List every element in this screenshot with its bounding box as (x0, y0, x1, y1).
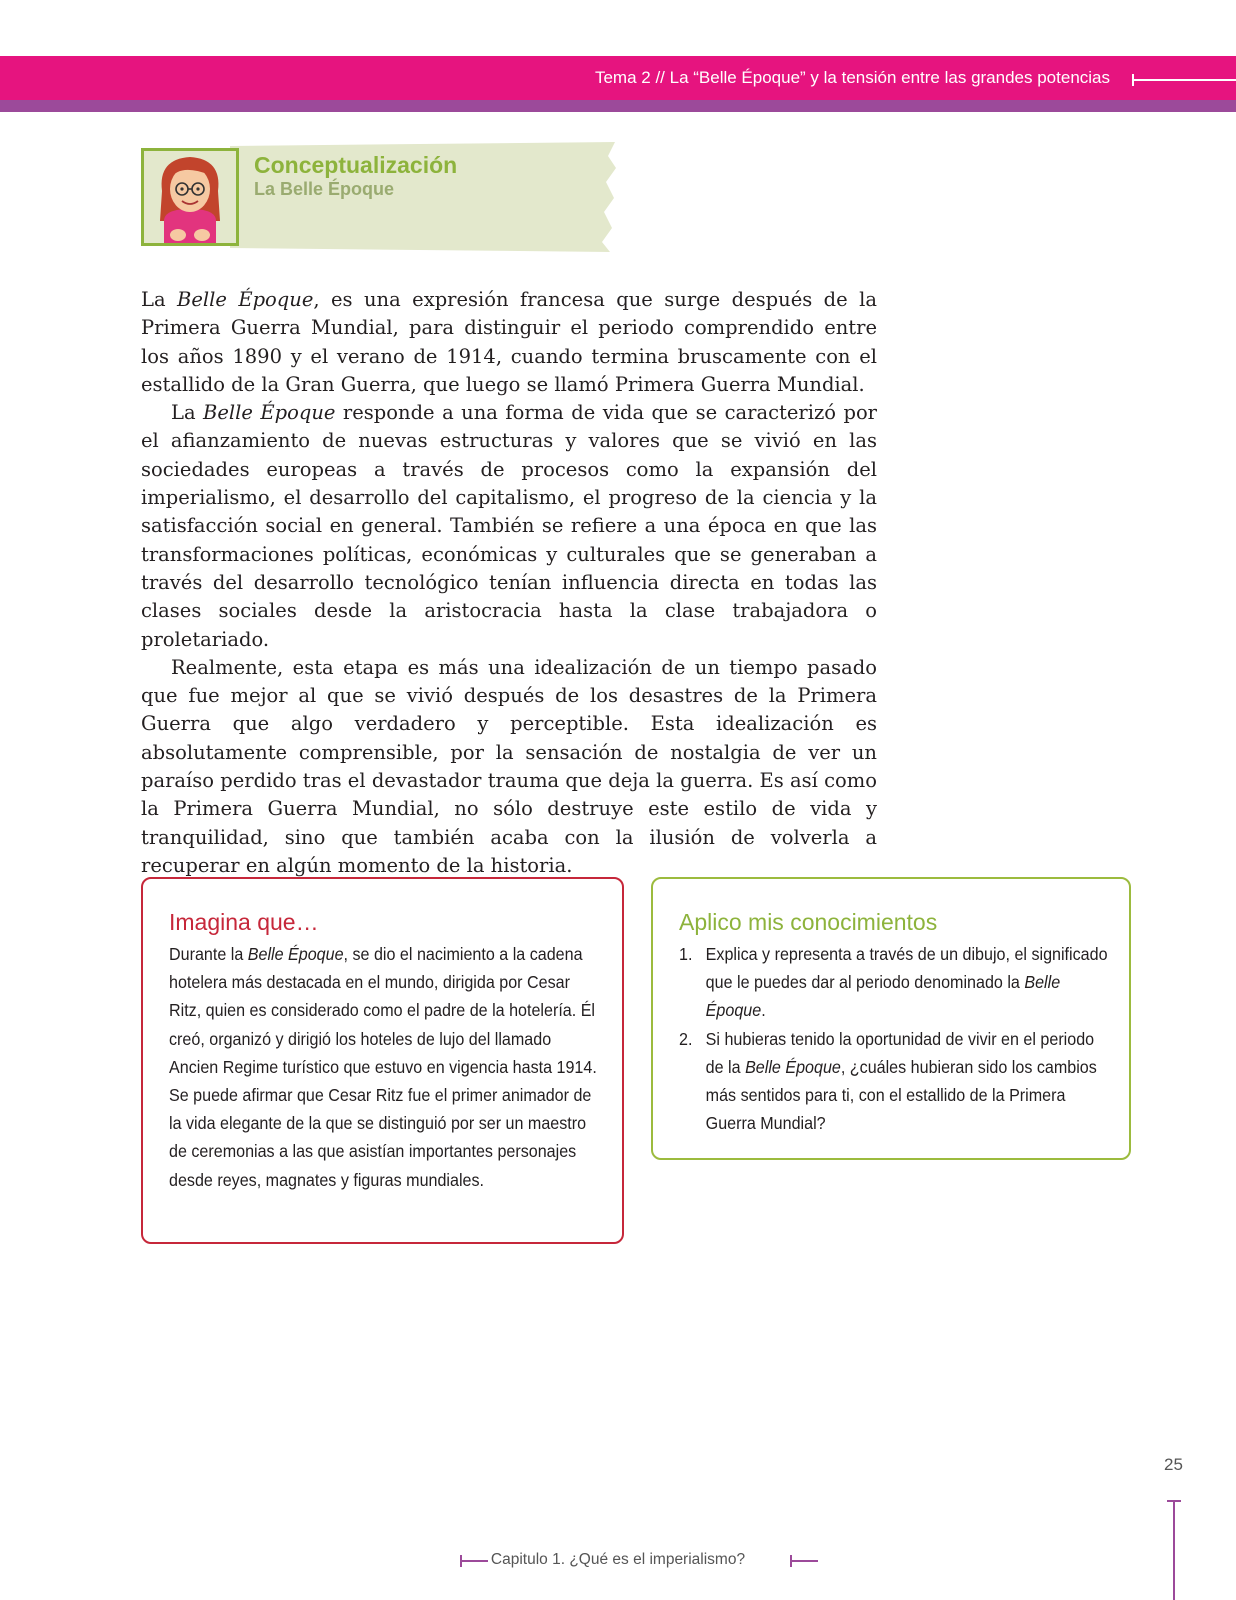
aplico-title: Aplico mis conocimientos (679, 909, 938, 935)
list-item: 2. Si hubieras tenido la oportunidad de vivir en el periodo de la Belle Époque, ¿cuáles hubieran sido los cambios más sentidos para ti, con el estallido de la Primera Guerra Mundial? (679, 1025, 1108, 1138)
footer (0, 1551, 1236, 1569)
emphasis: Belle Époque (745, 1056, 841, 1077)
footer-rule-right (790, 1560, 818, 1562)
side-rule (1173, 1500, 1175, 1600)
list-number: 2. (679, 1028, 693, 1049)
emphasis: Belle Époque (247, 944, 344, 964)
paragraph-3: Realmente, esta etapa es más una idealización de un tiempo pasado que fue mejor al que se vivió después de los desastres de la Primera Guerra que algo verdadero y perceptible. Esta idealización es absolutamente comprensible, por la sensación de nostalgia de ver un paraíso perdido tras el devastador trauma que deja la guerra. Es así como la Primera Guerra Mundial, no sólo destruye este estilo de vida y tranquilidad, sino que también acaba con la ilusión de volverla a recuperar en algún momento de la historia. (141, 655, 877, 877)
list-item: 1. Explica y representa a través de un dibujo, el significado que le puedes dar al periodo denominado la Belle Époque. (679, 940, 1108, 1025)
concept-title: Conceptualización (254, 152, 458, 178)
girl-avatar-icon (144, 151, 236, 243)
imagina-box (141, 877, 624, 1244)
footer-chapter: Capitulo 1. (490, 1551, 566, 1568)
emphasis: Belle Époque (203, 401, 336, 425)
header-title: Tema 2 // La “Belle Époque” y la tensión entre las grandes potencias (594, 68, 1110, 87)
aplico-list (679, 940, 1108, 1137)
aplico-box (651, 877, 1131, 1160)
emphasis: Belle Époque (705, 972, 1061, 1021)
header-rule (1132, 79, 1236, 81)
concept-subtitle: La Belle Époque (254, 179, 395, 199)
imagina-title: Imagina que… (169, 909, 319, 935)
body-text (141, 286, 877, 880)
list-number: 1. (679, 944, 693, 964)
page-number: 25 (1164, 1455, 1183, 1474)
avatar (141, 148, 239, 246)
emphasis: Belle Époque (177, 288, 314, 311)
paragraph-1: La Belle Époque, es una expresión francesa que surge después de la Primera Guerra Mundial, para distinguir el periodo comprendido entre los años 1890 y el verano de 1914, cuando termina bruscamente con el estallido de la Gran Guerra, que luego se llamó Primera Guerra Mundial. (141, 288, 877, 396)
footer-rule-cap-right (790, 1555, 792, 1567)
footer-question: ¿Qué es el imperialismo? (569, 1551, 746, 1568)
header-rule-cap (1132, 74, 1134, 86)
paragraph-2: La Belle Époque responde a una forma de vida que se caracterizó por el afianzamiento de nuevas estructuras y valores que se vivió en las sociedades europeas a través de procesos como la expansión del imperialismo, el desarrollo del capitalismo, el progreso de la ciencia y la satisfacción social en general. También se refiere a una época en que las transformaciones políticas, económicas y culturales que se generaban a través del desarrollo tecnológico tenían influencia directa en todas las clases sociales desde la aristocracia hasta la clase trabajadora o proletariado. (141, 401, 878, 651)
header-stripe (0, 100, 1236, 112)
imagina-text: Durante la Belle Époque, se dio el nacimiento a la cadena hotelera más destacada en el mundo, dirigida por Cesar Ritz, quien es considerado como el padre de la hotelería. Él creó, organizó y dirigió los hoteles de lujo del llamado Ancien Regime turístico que estuvo en vigencia hasta 1914. Se puede afirmar que Cesar Ritz fue el primer animador de la vida elegante de la que se distinguió por ser un maestro de ceremonias a las que asistían importantes personajes desde reyes, magnates y figuras mundiales. (169, 944, 597, 1190)
